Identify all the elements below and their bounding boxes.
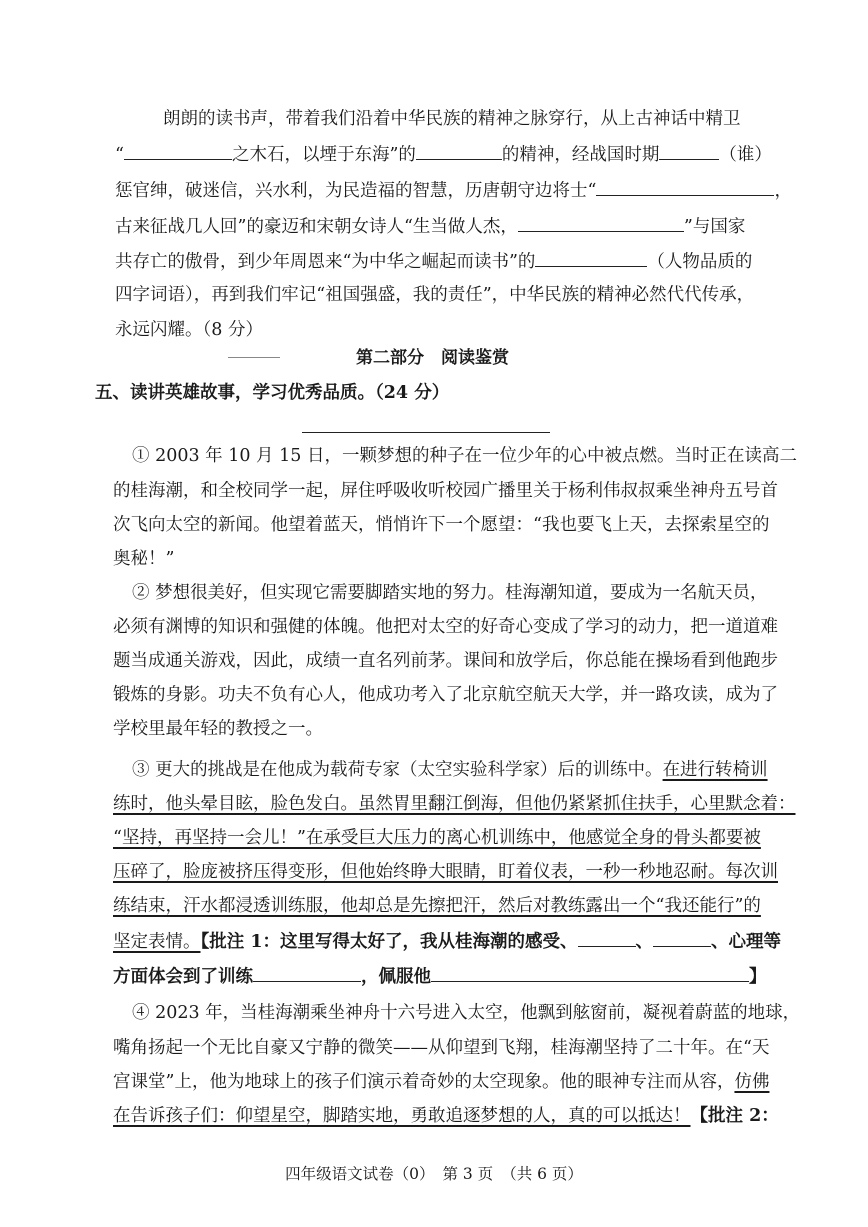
passage-title-blank[interactable] [302, 432, 550, 433]
intro-line-3: 惩官绅，破迷信，兴水利，为民造福的智慧，历唐朝守边将士“ ， [115, 177, 792, 203]
intro-line-4: 古来征战几人回”的豪迈和宋朝女诗人“生当做人杰， ”与国家 [115, 213, 745, 239]
annotation-2: 【批注 2： [690, 1106, 779, 1126]
page-total: （共 6 页） [501, 1165, 583, 1183]
p2-line-4: 锻炼的身影。功夫不负有心人，他成功考入了北京航空航天大学，并一路攻读，成为了 [113, 685, 778, 705]
page-number: 第 3 页 [442, 1165, 494, 1183]
blank-8[interactable] [653, 928, 711, 947]
intro-line-6: 四字词语），再到我们牢记“祖国强盛，我的责任”，中华民族的精神必然代代传承， [115, 285, 755, 305]
intro-line-1: 朗朗的读书声，带着我们沿着中华民族的精神之脉穿行，从上古神话中精卫 [163, 109, 741, 129]
p4-line-3: 宫课堂”上，他为地球上的孩子们演示着奇妙的太空现象。他的眼神专注而从容，仿佛 [113, 1072, 770, 1092]
intro-line-2: “ 之木石，以堙于东海”的 的精神，经战国时期 （谁） [115, 141, 772, 167]
blank-4[interactable] [596, 177, 774, 196]
p4-line-2: 嘴角扬起一个无比自豪又宁静的微笑——从仰望到飞翔，桂海潮坚持了二十年。在“天 [113, 1038, 770, 1058]
p1-line-3: 次飞向太空的新闻。他望着蓝天，悄悄许下一个愿望：“我也要飞上天，去探索星空的 [113, 515, 770, 535]
p2-line-5: 学校里最年轻的教授之一。 [113, 719, 323, 739]
p3-line-6: 坚定表情。【批注 1：这里写得太好了，我从桂海潮的感受、 、 、心理等 [113, 928, 781, 954]
p4-line-1: ④ 2023 年，当桂海潮乘坐神舟十六号进入太空，他飘到舷窗前，凝视着蔚蓝的地球， [132, 1003, 801, 1023]
intro-line-7: 永远闪耀。（8 分） [115, 320, 263, 340]
blank-1[interactable] [124, 141, 232, 160]
blank-2[interactable] [416, 141, 502, 160]
p3-line-1: ③ 更大的挑战是在他成为载荷专家（太空实验科学家）后的训练中。在进行转椅训 [132, 760, 768, 780]
p2-line-2: 必须有渊博的知识和强健的体魄。他把对太空的好奇心变成了学习的动力，把一道道难 [113, 617, 778, 637]
p3-line-5: 练结束，汗水都浸透训练服，他却总是先擦把汗，然后对教练露出一个“我还能行”的 [113, 896, 761, 916]
blank-10[interactable] [431, 963, 749, 982]
blank-9[interactable] [253, 963, 361, 982]
blank-3[interactable] [659, 141, 719, 160]
p3-line-3: “坚持，再坚持一会儿！”在承受巨大压力的离心机训练中，他感觉全身的骨头都要被 [113, 828, 761, 848]
blank-7[interactable] [578, 928, 636, 947]
p3-line-2: 练时，他头晕目眩，脸色发白。虽然胃里翻江倒海，但他仍紧紧抓住扶手，心里默念着： [113, 794, 796, 814]
p3-line-4: 压碎了，脸庞被挤压得变形，但他始终睁大眼睛，盯着仪表，一秒一秒地忍耐。每次训 [113, 862, 778, 882]
p2-line-1: ② 梦想很美好，但实现它需要脚踏实地的努力。桂海潮知道，要成为一名航天员， [132, 583, 768, 603]
p4-line-4: 在告诉孩子们：仰望星空，脚踏实地，勇敢追逐梦想的人，真的可以抵达！【批注 2： [113, 1106, 779, 1126]
intro-line-5: 共存亡的傲骨，到少年周恩来“为中华之崛起而读书”的 （人物品质的 [115, 248, 752, 274]
p1-line-4: 奥秘！” [113, 549, 175, 569]
p1-line-1: ① 2003 年 10 月 15 日，一颗梦想的种子在一位少年的心中被点燃。当时正在读高二 [132, 446, 797, 466]
question-title: 五、读讲英雄故事，学习优秀品质。（24 分） [95, 383, 450, 403]
page-footer [0, 1162, 868, 1184]
annotation-1: 【批注 1：这里写得太好了，我从桂海潮的感受、 [200, 932, 578, 952]
p2-line-3: 题当成通关游戏，因此，成绩一直名列前茅。课间和放学后，你总能在操场看到他跑步 [113, 651, 778, 671]
p3-line-7: 方面体会到了训练 ，佩服他 】 [113, 963, 767, 989]
part-title: 第二部分 阅读鉴赏 [356, 348, 509, 368]
underlined-text: 在进行转椅训 [662, 760, 768, 780]
divider-short [228, 357, 280, 358]
p1-line-2: 的桂海潮，和全校同学一起，屏住呼吸收听校园广播里关于杨利伟叔叔乘坐神舟五号首 [113, 481, 778, 501]
blank-5[interactable] [518, 213, 684, 232]
blank-6[interactable] [535, 248, 647, 267]
exam-name: 四年级语文试卷（0） [285, 1165, 435, 1183]
